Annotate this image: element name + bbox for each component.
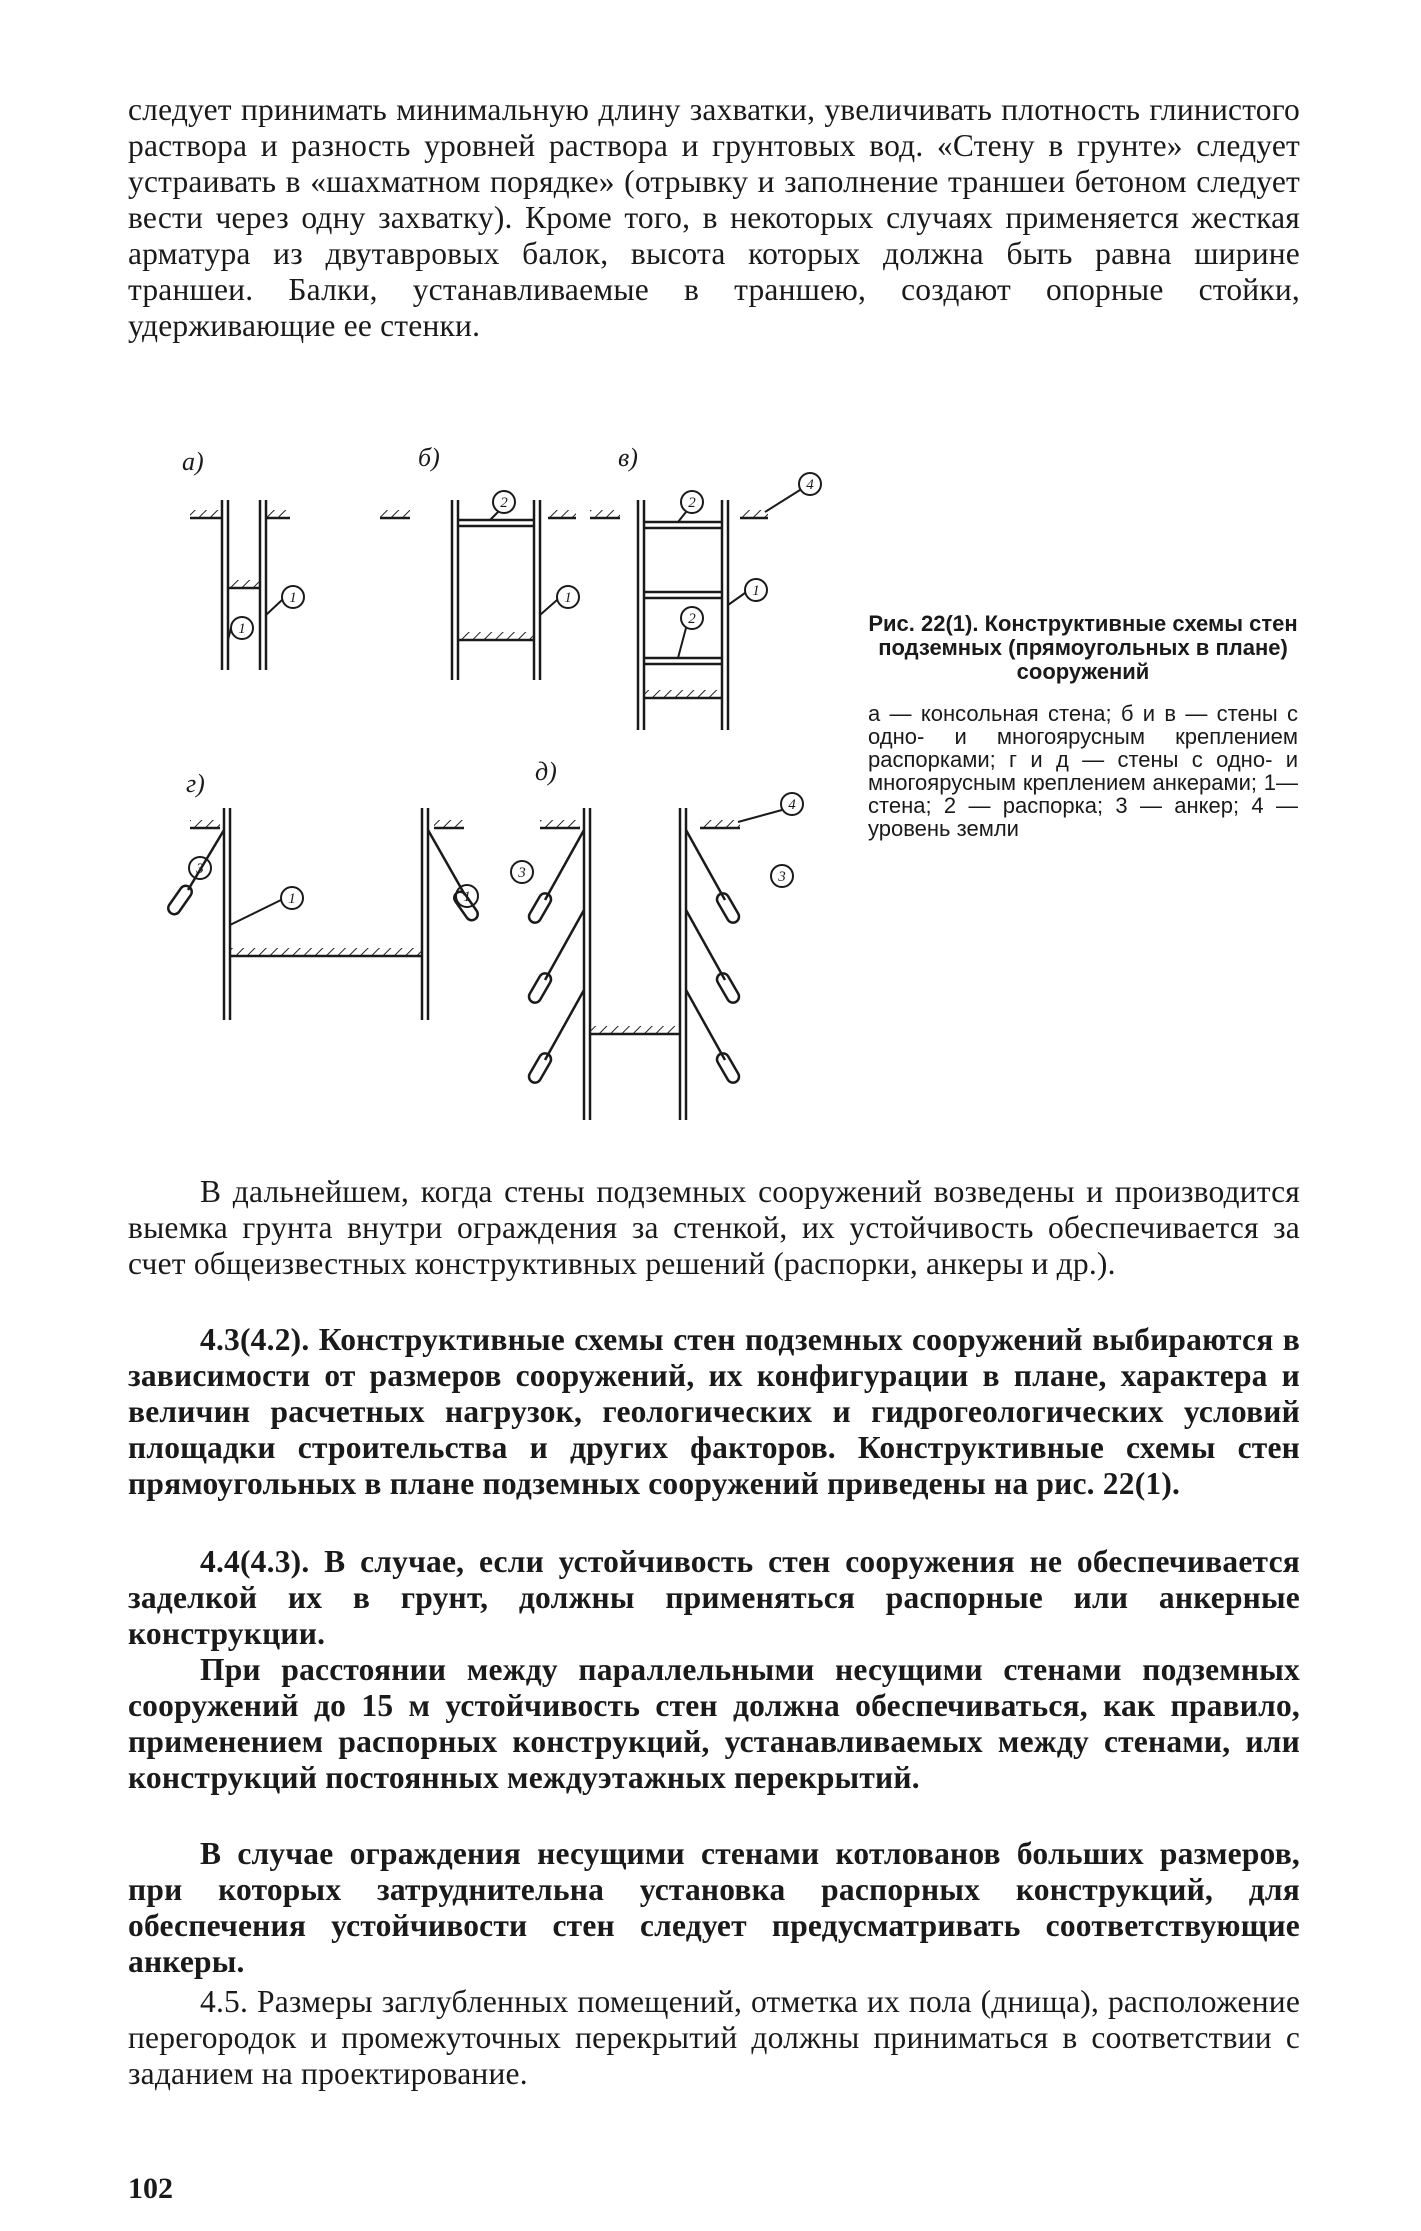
panel-d-diagram xyxy=(527,808,741,1120)
paragraph-anchors: В случае ограждения несущими стенами котлованов больших размеров, при которых затруднительна установка распорных конструкций, для обеспечения устойчивости стен следует предусматривать соответствующие анкеры. xyxy=(128,1836,1300,1979)
panel-label-b: б) xyxy=(418,443,440,472)
marker-2-strut-v-middle: 2 xyxy=(688,611,696,627)
paragraph-4-3: 4.3(4.2). Конструктивные схемы стен подземных сооружений выбираются в зависимости от размеров сооружений, их конфигурации в плане, характера и величин расчетных нагрузок, геологических и гидрогеологических условий площадки строительства и других факторов. Конструктивные схемы стен прямоугольных в плане подземных сооружений приведены на рис. 22(1). xyxy=(128,1322,1300,1501)
marker-4-ground-v: 4 xyxy=(806,477,814,493)
marker-1-wall-b: 1 xyxy=(564,590,572,606)
panel-label-v: в) xyxy=(618,443,638,472)
marker-4-ground-d: 4 xyxy=(788,797,796,813)
panel-g-diagram xyxy=(166,808,480,1020)
paragraph-1: следует принимать минимальную длину захватки, увеличивать плотность глинистого раствора и разность уровней раствора и грунтовых вод. «Стену в грунте» следует устраивать в «шахматном порядке» (отрывку и заполнение траншеи бетоном следует вести через одну захватку). Кроме того, в некоторых случаях применяется жесткая арматура из двутавровых балок, высота которых должна быть равна ширине траншеи. Балки, устанавливаемые в траншею, создают опорные стойки, удерживающие ее стенки. xyxy=(128,92,1300,343)
marker-1-wall-g-right: 1 xyxy=(463,889,471,905)
marker-1-wall-g-left: 1 xyxy=(288,891,296,907)
marker-2-strut-b: 2 xyxy=(500,495,508,511)
panel-label-a: а) xyxy=(182,447,204,476)
panel-label-d: д) xyxy=(535,757,557,786)
marker-1-wall-a-left: 1 xyxy=(238,621,246,637)
marker-3-anchor-g: 3 xyxy=(196,861,204,877)
paragraph-4-5: 4.5. Размеры заглубленных помещений, отметка их пола (днища), расположение перегородок и промежуточных перекрытий должны приниматься в соответствии с заданием на проектирование. xyxy=(128,1984,1300,2091)
panel-b-diagram xyxy=(380,500,576,680)
paragraph-2: В дальнейшем, когда стены подземных сооружений возведены и производится выемка грунта внутри ограждения за стенкой, их устойчивость обеспечивается за счет общеизвестных конструктивных решений (распорки, анкеры и др.). xyxy=(128,1174,1300,1281)
caption-title: Рис. 22(1). Конструктивные схемы стен подземных (прямоугольных в плане) сооружений xyxy=(868,611,1298,684)
caption-legend: а — консольная стена; б и в — стены с одно- и многоярусным креплением распорками; г и д — стены с одно- и многоярусным креплением анкерами; 1— стена; 2 — распорка; 3 — анкер; 4 — уровень земли xyxy=(868,701,1298,841)
page-number: 102 xyxy=(128,2172,173,2205)
figure-caption xyxy=(868,612,1298,840)
marker-2-strut-v-top: 2 xyxy=(688,495,696,511)
marker-1-wall-a-right: 1 xyxy=(289,590,297,606)
marker-3-anchor-d: 3 xyxy=(778,869,786,885)
figure-22-1 xyxy=(160,420,860,1120)
paragraph-struts: При расстоянии между параллельными несущими стенами подземных сооружений до 15 м устойчивость стен должна обеспечиваться, как правило, применением распорных конструкций, устанавливаемых между стенами, или конструкций постоянных междуэтажных перекрытий. xyxy=(128,1652,1300,1795)
panel-label-g: г) xyxy=(186,769,205,798)
panel-a-diagram xyxy=(190,500,290,670)
paragraph-4-4: 4.4(4.3). В случае, если устойчивость стен сооружения не обеспечивается заделкой их в грунт, должны применяться распорные или анкерные конструкции. xyxy=(128,1544,1300,1651)
marker-3-anchor-g-right: 3 xyxy=(518,865,526,881)
panel-v-diagram xyxy=(590,500,768,730)
marker-1-wall-v: 1 xyxy=(752,583,760,599)
construction-schemes-diagram xyxy=(160,420,860,1120)
